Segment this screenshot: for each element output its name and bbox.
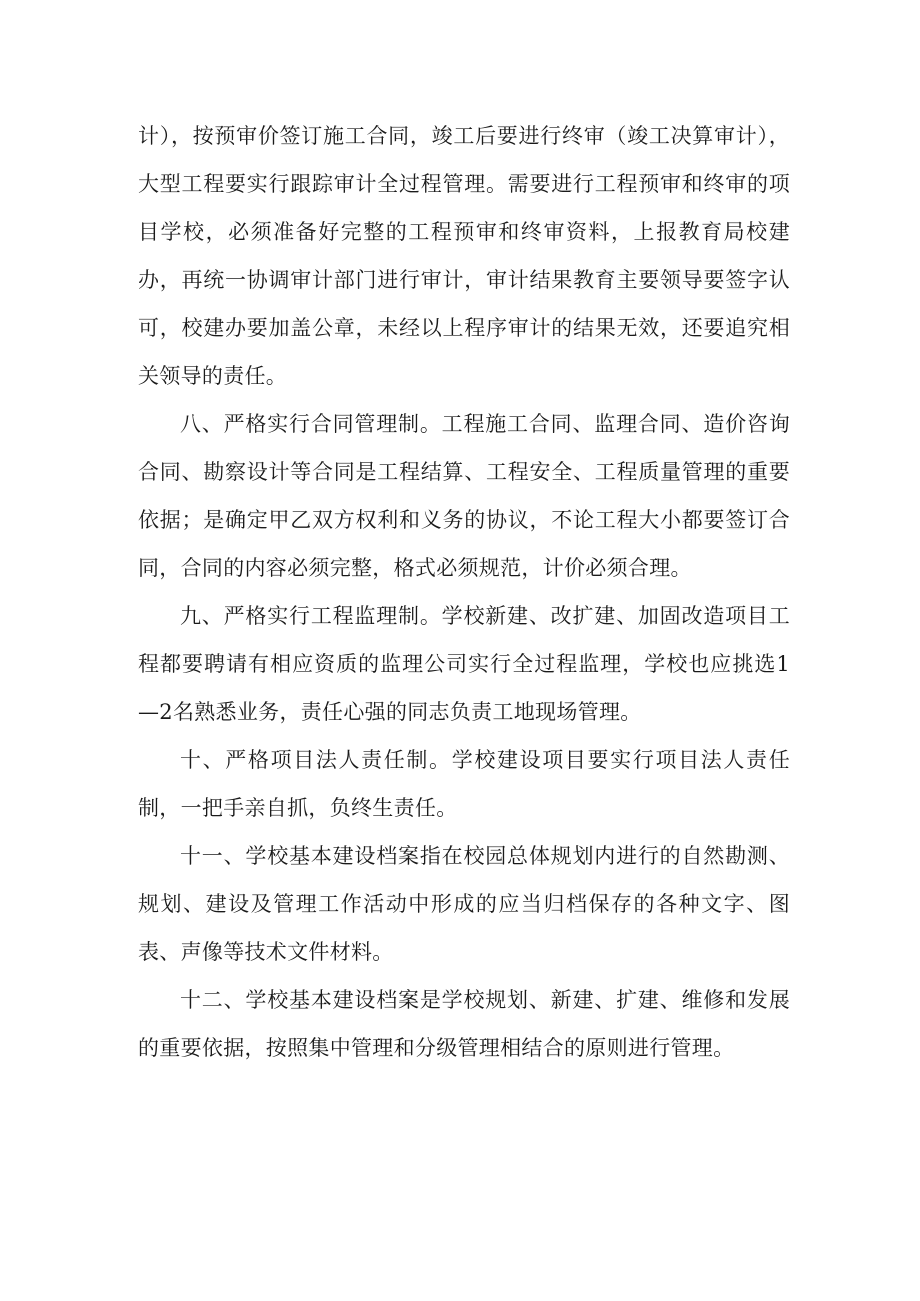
paragraph-audit-continuation: 计），按预审价签订施工合同，竣工后要进行终审（竣工决算审计），大型工程要实行跟踪审计全过程管理。需要进行工程预审和终审的项目学校，必须准备好完整的工程预审和终审资料，上报教育局校建办，再统一协调审计部门进行审计，审计结果教育主要领导要签字认可，校建办要加盖公章，未经以上程序审计的结果无效，还要追究相关领导的责任。 <box>138 124 790 388</box>
paragraph-archive-management: 十二、学校基本建设档案是学校规划、新建、扩建、维修和发展的重要依据，按照集中管理和分级管理相结合的原则进行管理。 <box>138 988 790 1060</box>
paragraph-engineering-supervision: 九、严格实行工程监理制。学校新建、改扩建、加固改造项目工程都要聘请有相应资质的监理公司实行全过程监理，学校也应挑选1—2名熟悉业务，责任心强的同志负责工地现场管理。 <box>138 604 790 724</box>
paragraph-contract-management: 八、严格实行合同管理制。工程施工合同、监理合同、造价咨询合同、勘察设计等合同是工程结算、工程安全、工程质量管理的重要依据；是确定甲乙双方权利和义务的协议，不论工程大小都要签订合同，合同的内容必须完整，格式必须规范，计价必须合理。 <box>138 412 790 580</box>
paragraph-legal-person-responsibility: 十、严格项目法人责任制。学校建设项目要实行项目法人责任制，一把手亲自抓，负终生责任。 <box>138 748 790 820</box>
document-body <box>138 112 790 1072</box>
paragraph-archive-definition: 十一、学校基本建设档案指在校园总体规划内进行的自然勘测、规划、建设及管理工作活动中形成的应当归档保存的各种文字、图表、声像等技术文件材料。 <box>138 844 790 964</box>
